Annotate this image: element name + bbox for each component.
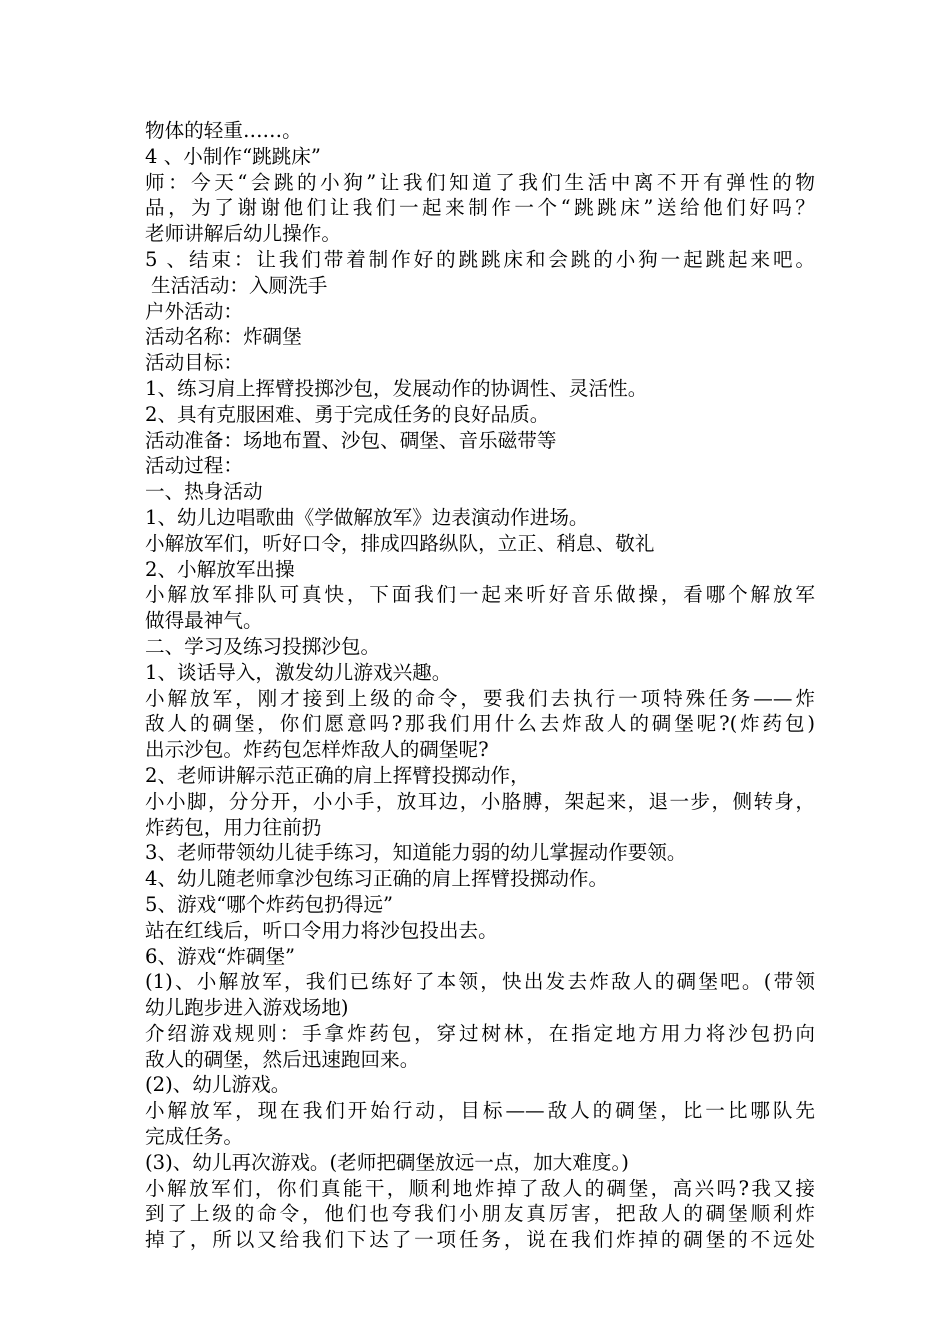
text-line: 活动过程：: [145, 454, 243, 478]
text-line: 5、游戏“哪个炸药包扔得远”: [145, 892, 394, 916]
text-line: 完成任务。: [145, 1125, 243, 1149]
document-body: [145, 118, 815, 1253]
text-line: 小解放军，现在我们开始行动，目标——敌人的碉堡，比一比哪队先: [145, 1099, 815, 1123]
text-line: (3)、幼儿再次游戏。(老师把碉堡放远一点，加大难度。): [145, 1150, 629, 1174]
text-line: 做得最神气。: [145, 609, 263, 633]
text-line: 2、小解放军出操: [145, 557, 295, 581]
text-line: 站在红线后，听口令用力将沙包投出去。: [145, 918, 498, 942]
text-line: 4 、小制作“跳跳床”: [145, 144, 321, 168]
text-line: (2)、幼儿游戏。: [145, 1073, 291, 1097]
text-line: 5 、结束：让我们带着制作好的跳跳床和会跳的小狗一起跳起来吧。: [145, 247, 815, 271]
text-line: 2、具有克服困难、勇于完成任务的良好品质。: [145, 402, 550, 426]
text-line: 到了上级的命令，他们也夸我们小朋友真厉害，把敌人的碉堡顺利炸: [145, 1202, 815, 1226]
text-line: 炸药包，用力往前扔: [145, 815, 322, 839]
text-line: 一、热身活动: [145, 480, 263, 504]
text-line: 品，为了谢谢他们让我们一起来制作一个“跳跳床”送给他们好吗？: [145, 196, 815, 220]
text-line: 小小脚，分分开，小小手，放耳边，小胳膊，架起来，退一步，侧转身，: [145, 789, 815, 813]
text-line: 活动目标：: [145, 351, 243, 375]
text-line: 1、谈话导入，激发幼儿游戏兴趣。: [145, 660, 452, 684]
text-line: 小解放军们，听好口令，排成四路纵队，立正、稍息、敬礼: [145, 531, 655, 555]
text-line: 2、老师讲解示范正确的肩上挥臂投掷动作，: [145, 763, 530, 787]
text-line: 师：今天“会跳的小狗”让我们知道了我们生活中离不开有弹性的物: [145, 170, 815, 194]
text-line: 小解放军们，你们真能干，顺利地炸掉了敌人的碉堡，高兴吗?我又接: [145, 1176, 815, 1200]
text-line: 3、老师带领幼儿徒手练习，知道能力弱的幼儿掌握动作要领。: [145, 841, 687, 865]
text-line: 物体的轻重……。: [145, 119, 302, 142]
text-line: 户外活动：: [145, 299, 243, 323]
text-line: 敌人的碉堡，你们愿意吗?那我们用什么去炸敌人的碉堡呢?(炸药包): [145, 712, 815, 736]
text-line: 幼儿跑步进入游戏场地): [145, 996, 349, 1020]
text-line: 6、游戏“炸碉堡”: [145, 944, 296, 968]
text-line: 1、练习肩上挥臂投掷沙包，发展动作的协调性、灵活性。: [145, 376, 648, 400]
text-line: 小解放军排队可真快，下面我们一起来听好音乐做操，看哪个解放军: [145, 583, 815, 607]
text-line: 老师讲解后幼儿操作。: [145, 222, 341, 246]
text-line: 小解放军，刚才接到上级的命令，要我们去执行一项特殊任务——炸: [145, 686, 815, 710]
text-line: 生活活动：入厕洗手: [151, 273, 328, 297]
text-line: 敌人的碉堡，然后迅速跑回来。: [145, 1047, 420, 1071]
text-line: 活动准备：场地布置、沙包、碉堡、音乐磁带等: [145, 428, 557, 452]
text-line: 活动名称：炸碉堡: [145, 325, 302, 349]
text-line: 出示沙包。炸药包怎样炸敌人的碉堡呢?: [145, 738, 489, 762]
text-line: 1、幼儿边唱歌曲《学做解放军》边表演动作进场。: [145, 505, 589, 529]
text-line: 二、学习及练习投掷沙包。: [145, 634, 381, 658]
text-line: 4、幼儿随老师拿沙包练习正确的肩上挥臂投掷动作。: [145, 867, 609, 891]
text-line: 介绍游戏规则：手拿炸药包，穿过树林，在指定地方用力将沙包扔向: [145, 1021, 815, 1045]
text-line: (1)、小解放军，我们已练好了本领，快出发去炸敌人的碉堡吧。(带领: [145, 970, 815, 994]
text-line: 掉了，所以又给我们下达了一项任务，说在我们炸掉的碉堡的不远处: [145, 1228, 815, 1252]
